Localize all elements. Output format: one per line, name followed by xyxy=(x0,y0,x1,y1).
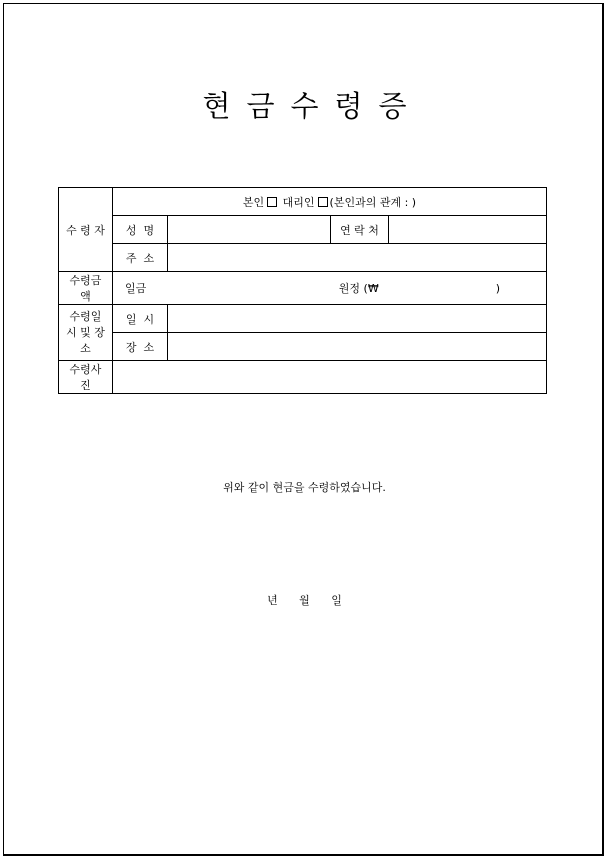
document-page xyxy=(3,3,604,856)
place-label: 장 소 xyxy=(113,333,168,361)
receipt-form xyxy=(58,187,547,394)
identity-agent-label: 대리인 xyxy=(282,195,315,209)
address-field[interactable] xyxy=(168,244,547,272)
amount-close: ) xyxy=(495,282,500,295)
amount-suffix: 원정 (₩ xyxy=(338,282,379,295)
name-label: 성 명 xyxy=(113,216,168,244)
receiver-label: 수 령 자 xyxy=(59,188,113,272)
amount-field[interactable] xyxy=(113,272,547,305)
identity-agent-checkbox[interactable] xyxy=(318,197,328,207)
contact-label: 연 락 처 xyxy=(331,216,389,244)
receiver-identity-row xyxy=(113,188,547,216)
datetime-place-label: 수령일시 및 장소 xyxy=(59,305,113,361)
photo-label: 수령사진 xyxy=(59,361,113,394)
identity-self-checkbox[interactable] xyxy=(267,197,277,207)
place-field[interactable] xyxy=(168,333,547,361)
identity-self-label: 본인 xyxy=(242,195,265,209)
date-label: 일 시 xyxy=(113,305,168,333)
amount-prefix: 일금 xyxy=(125,282,147,295)
date-line: 년 월 일 xyxy=(267,594,342,607)
address-label: 주 소 xyxy=(113,244,168,272)
statement-text: 위와 같이 현금을 수령하였습니다. xyxy=(223,481,386,494)
document-title: 현금수령증 xyxy=(202,89,423,123)
photo-field[interactable] xyxy=(113,361,547,394)
amount-label: 수령금액 xyxy=(59,272,113,305)
date-field[interactable] xyxy=(168,305,547,333)
name-field[interactable] xyxy=(168,216,331,244)
identity-relation-label: (본인과의 관계 : ) xyxy=(329,195,417,209)
contact-field[interactable] xyxy=(389,216,547,244)
